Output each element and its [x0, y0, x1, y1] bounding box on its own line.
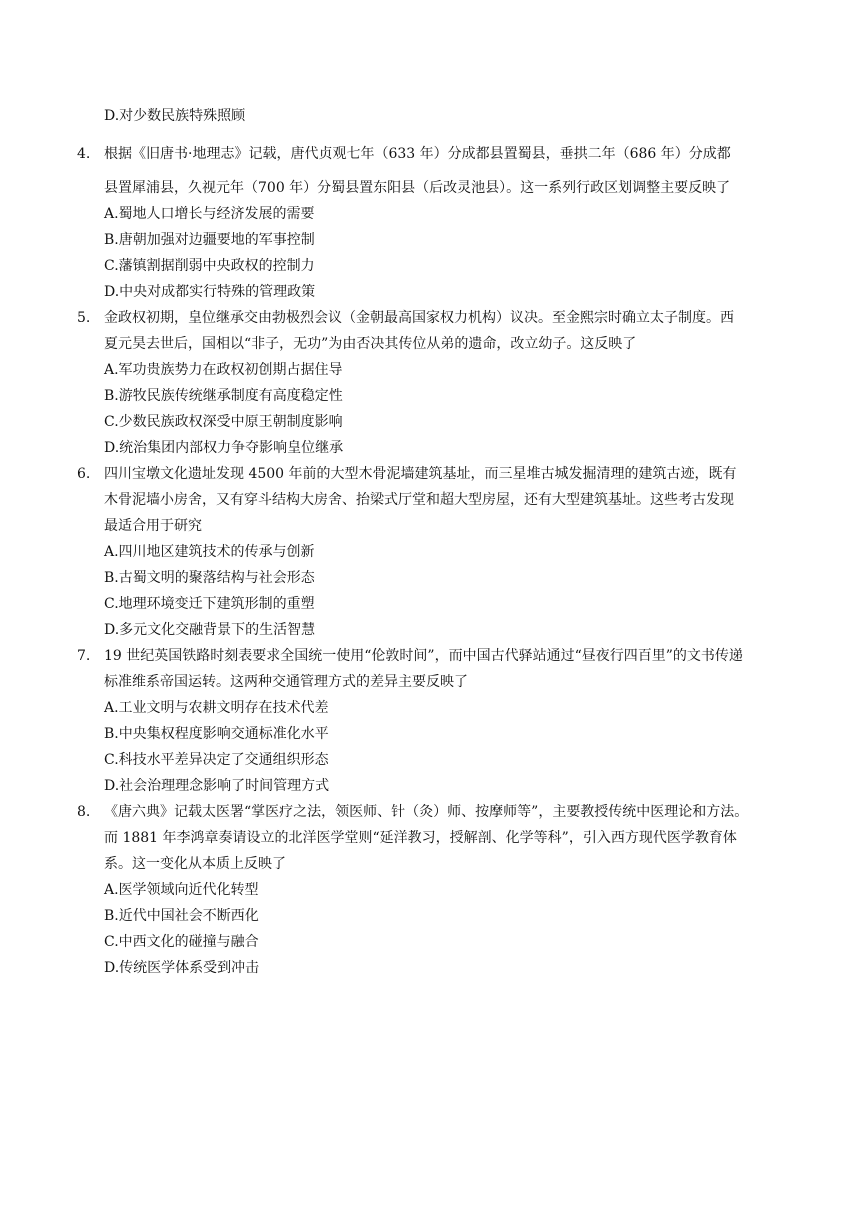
option-d: D.传统医学体系受到冲击	[104, 960, 260, 976]
option-b: B.近代中国社会不断西化	[104, 908, 259, 924]
option-d: D.统治集团内部权力争夺影响皇位继承	[104, 440, 344, 456]
option-d: D.多元文化交融背景下的生活智慧	[104, 622, 316, 638]
previous-question-option-d: D.对少数民族特殊照顾	[104, 108, 246, 124]
option-b: B.游牧民族传统继承制度有高度稳定性	[104, 388, 343, 404]
option-a: A.蜀地人口增长与经济发展的需要	[104, 206, 315, 222]
question-stem-line: 县置犀浦县，久视元年（700 年）分蜀县置东阳县（后改灵池县）。这一系列行政区划调整主要反映了	[104, 180, 731, 196]
question-stem-line: 木骨泥墙小房舍，又有穿斗结构大房舍、抬梁式厅堂和超大型房屋，还有大型建筑基址。这些考古发现	[104, 492, 734, 508]
question-number: 7.	[77, 648, 91, 664]
option-d: D.社会治理理念影响了时间管理方式	[104, 778, 330, 794]
option-c: C.地理环境变迁下建筑形制的重塑	[104, 596, 315, 612]
question-stem-line: 金政权初期，皇位继承交由勃极烈会议（金朝最高国家权力机构）议决。至金熙宗时确立太子制度。西	[104, 310, 734, 326]
question-number: 4.	[77, 146, 91, 162]
question-stem-line: 最适合用于研究	[104, 518, 202, 534]
question-stem-line: 根据《旧唐书·地理志》记载，唐代贞观七年（633 年）分成都县置蜀县，垂拱二年（686 年）分成都	[104, 146, 731, 162]
question-stem-line: 标准维系帝国运转。这两种交通管理方式的差异主要反映了	[104, 674, 468, 690]
option-b: B.唐朝加强对边疆要地的军事控制	[104, 232, 315, 248]
question-stem-line: 四川宝墩文化遗址发现 4500 年前的大型木骨泥墙建筑基址，而三星堆古城发掘清理的建筑古迹，既有	[104, 466, 737, 482]
question-stem-line: 夏元昊去世后，国相以“非子，无功”为由否决其传位从弟的遗命，改立幼子。这反映了	[104, 336, 637, 352]
question-number: 5.	[77, 310, 91, 326]
question-number: 8.	[77, 804, 91, 820]
option-a: A.四川地区建筑技术的传承与创新	[104, 544, 315, 560]
option-b: B.中央集权程度影响交通标准化水平	[104, 726, 329, 742]
question-stem-line: 19 世纪英国铁路时刻表要求全国统一使用“伦敦时间”，而中国古代驿站通过“昼夜行四百里”的文书传递	[104, 648, 743, 664]
option-c: C.少数民族政权深受中原王朝制度影响	[104, 414, 343, 430]
option-c: C.科技水平差异决定了交通组织形态	[104, 752, 329, 768]
option-a: A.工业文明与农耕文明存在技术代差	[104, 700, 329, 716]
option-b: B.古蜀文明的聚落结构与社会形态	[104, 570, 315, 586]
question-stem-line: 而 1881 年李鸿章奏请设立的北洋医学堂则“延洋教习，授解剖、化学等科”，引入西方现代医学教育体	[104, 830, 737, 846]
question-stem-line: 《唐六典》记载太医署“掌医疗之法，领医师、针（灸）师、按摩师等”，主要教授传统中医理论和方法。	[104, 804, 749, 820]
option-a: A.军功贵族势力在政权初创期占据住导	[104, 362, 343, 378]
question-stem-line: 系。这一变化从本质上反映了	[104, 856, 286, 872]
option-c: C.藩镇割据削弱中央政权的控制力	[104, 258, 315, 274]
option-c: C.中西文化的碰撞与融合	[104, 934, 259, 950]
option-a: A.医学领域向近代化转型	[104, 882, 259, 898]
option-d: D.中央对成都实行特殊的管理政策	[104, 284, 316, 300]
question-number: 6.	[77, 466, 91, 482]
